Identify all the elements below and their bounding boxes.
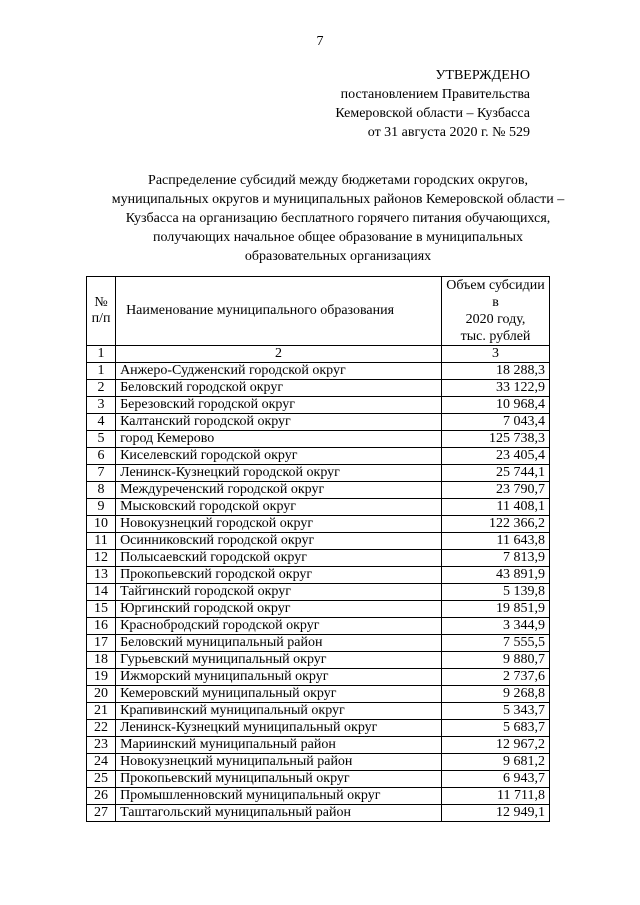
row-name: Киселевский городской округ xyxy=(116,448,442,465)
table-row xyxy=(87,431,550,448)
row-number: 18 xyxy=(87,652,116,669)
row-name: Краснобродский городской округ xyxy=(116,618,442,635)
row-amount: 5 343,7 xyxy=(442,703,550,720)
table-row xyxy=(87,771,550,788)
table-row xyxy=(87,363,550,380)
table-row xyxy=(87,397,550,414)
row-name: Мариинский муниципальный район xyxy=(116,737,442,754)
table-row xyxy=(87,601,550,618)
table-row xyxy=(87,448,550,465)
row-number: 7 xyxy=(87,465,116,482)
row-number: 3 xyxy=(87,397,116,414)
table-row xyxy=(87,805,550,822)
row-number: 17 xyxy=(87,635,116,652)
title-line: Распределение субсидий между бюджетами городских округов, xyxy=(148,173,528,188)
row-name: Междуреченский городской округ xyxy=(116,482,442,499)
row-amount: 12 967,2 xyxy=(442,737,550,754)
row-number: 8 xyxy=(87,482,116,499)
row-number: 1 xyxy=(87,363,116,380)
row-name: город Кемерово xyxy=(116,431,442,448)
row-name: Прокопьевский муниципальный округ xyxy=(116,771,442,788)
row-number: 6 xyxy=(87,448,116,465)
row-number: 15 xyxy=(87,601,116,618)
row-name: Осинниковский городской округ xyxy=(116,533,442,550)
table-row xyxy=(87,720,550,737)
row-amount: 11 408,1 xyxy=(442,499,550,516)
table-row xyxy=(87,533,550,550)
table-row xyxy=(87,788,550,805)
document-title xyxy=(78,171,598,266)
table-row xyxy=(87,652,550,669)
row-name: Ижморский муниципальный округ xyxy=(116,669,442,686)
row-number: 23 xyxy=(87,737,116,754)
row-amount: 5 139,8 xyxy=(442,584,550,601)
row-number: 16 xyxy=(87,618,116,635)
row-name: Крапивинский муниципальный округ xyxy=(116,703,442,720)
row-name: Мысковский городской округ xyxy=(116,499,442,516)
table-row xyxy=(87,737,550,754)
table-row xyxy=(87,567,550,584)
row-number: 22 xyxy=(87,720,116,737)
column-index: 2 xyxy=(116,346,442,363)
row-amount: 23 405,4 xyxy=(442,448,550,465)
row-amount: 10 968,4 xyxy=(442,397,550,414)
row-name: Ленинск-Кузнецкий городской округ xyxy=(116,465,442,482)
title-line: получающих начальное общее образование в муниципальных xyxy=(152,230,524,245)
column-index-row xyxy=(87,346,550,363)
table-row xyxy=(87,482,550,499)
row-name: Тайгинский городской округ xyxy=(116,584,442,601)
table-row xyxy=(87,516,550,533)
header-name: Наименование муниципального образования xyxy=(116,277,442,346)
title-line: Кузбасса на организацию бесплатного горячего питания обучающихся, xyxy=(125,211,551,226)
approval-line: УТВЕРЖДЕНО xyxy=(435,68,530,83)
row-amount: 125 738,3 xyxy=(442,431,550,448)
title-line: образовательных организациях xyxy=(244,249,432,264)
row-number: 9 xyxy=(87,499,116,516)
header-num: № п/п xyxy=(87,277,116,346)
row-number: 27 xyxy=(87,805,116,822)
row-number: 26 xyxy=(87,788,116,805)
table-row xyxy=(87,618,550,635)
table-row xyxy=(87,414,550,431)
table-row xyxy=(87,635,550,652)
row-amount: 2 737,6 xyxy=(442,669,550,686)
row-amount: 9 268,8 xyxy=(442,686,550,703)
row-name: Новокузнецкий муниципальный район xyxy=(116,754,442,771)
table-row xyxy=(87,584,550,601)
row-number: 24 xyxy=(87,754,116,771)
row-amount: 33 122,9 xyxy=(442,380,550,397)
column-index: 3 xyxy=(442,346,550,363)
row-name: Новокузнецкий городской округ xyxy=(116,516,442,533)
approval-line: постановлением Правительства xyxy=(340,87,530,102)
row-amount: 6 943,7 xyxy=(442,771,550,788)
row-number: 14 xyxy=(87,584,116,601)
row-number: 2 xyxy=(87,380,116,397)
row-name: Беловский муниципальный район xyxy=(116,635,442,652)
table-row xyxy=(87,669,550,686)
row-name: Кемеровский муниципальный округ xyxy=(116,686,442,703)
row-amount: 7 043,4 xyxy=(442,414,550,431)
row-name: Ленинск-Кузнецкий муниципальный округ xyxy=(116,720,442,737)
row-number: 10 xyxy=(87,516,116,533)
table-header xyxy=(87,277,550,363)
row-number: 13 xyxy=(87,567,116,584)
row-name: Промышленновский муниципальный округ xyxy=(116,788,442,805)
row-amount: 23 790,7 xyxy=(442,482,550,499)
row-number: 12 xyxy=(87,550,116,567)
row-amount: 7 813,9 xyxy=(442,550,550,567)
table-row xyxy=(87,754,550,771)
table-row xyxy=(87,686,550,703)
row-number: 4 xyxy=(87,414,116,431)
approval-line: Кемеровской области – Кузбасса xyxy=(335,106,530,121)
row-amount: 5 683,7 xyxy=(442,720,550,737)
row-number: 19 xyxy=(87,669,116,686)
row-amount: 25 744,1 xyxy=(442,465,550,482)
row-amount: 12 949,1 xyxy=(442,805,550,822)
row-amount: 122 366,2 xyxy=(442,516,550,533)
row-name: Анжеро-Судженский городской округ xyxy=(116,363,442,380)
table-row xyxy=(87,550,550,567)
row-name: Юргинский городской округ xyxy=(116,601,442,618)
row-number: 21 xyxy=(87,703,116,720)
column-index: 1 xyxy=(87,346,116,363)
row-name: Таштагольский муниципальный район xyxy=(116,805,442,822)
subsidy-table xyxy=(86,276,550,822)
row-name: Калтанский городской округ xyxy=(116,414,442,431)
row-amount: 18 288,3 xyxy=(442,363,550,380)
row-amount: 9 681,2 xyxy=(442,754,550,771)
row-amount: 19 851,9 xyxy=(442,601,550,618)
row-name: Березовский городской округ xyxy=(116,397,442,414)
row-name: Беловский городской округ xyxy=(116,380,442,397)
row-amount: 3 344,9 xyxy=(442,618,550,635)
row-amount: 43 891,9 xyxy=(442,567,550,584)
approval-line: от 31 августа 2020 г. № 529 xyxy=(367,125,530,140)
row-number: 20 xyxy=(87,686,116,703)
table-row xyxy=(87,499,550,516)
row-amount: 9 880,7 xyxy=(442,652,550,669)
row-name: Прокопьевский городской округ xyxy=(116,567,442,584)
row-amount: 11 711,8 xyxy=(442,788,550,805)
table-row xyxy=(87,703,550,720)
approval-stamp xyxy=(330,66,530,142)
row-number: 11 xyxy=(87,533,116,550)
row-number: 25 xyxy=(87,771,116,788)
title-line: муниципальных округов и муниципальных районов Кемеровской области – xyxy=(111,192,565,207)
row-number: 5 xyxy=(87,431,116,448)
row-name: Полысаевский городской округ xyxy=(116,550,442,567)
table-row xyxy=(87,380,550,397)
table-body xyxy=(87,363,550,822)
table-row xyxy=(87,465,550,482)
row-name: Гурьевский муниципальный округ xyxy=(116,652,442,669)
row-amount: 7 555,5 xyxy=(442,635,550,652)
page-number: 7 xyxy=(316,34,324,49)
row-amount: 11 643,8 xyxy=(442,533,550,550)
header-amount: Объем субсидии в 2020 году, тыс. рублей xyxy=(442,277,550,346)
